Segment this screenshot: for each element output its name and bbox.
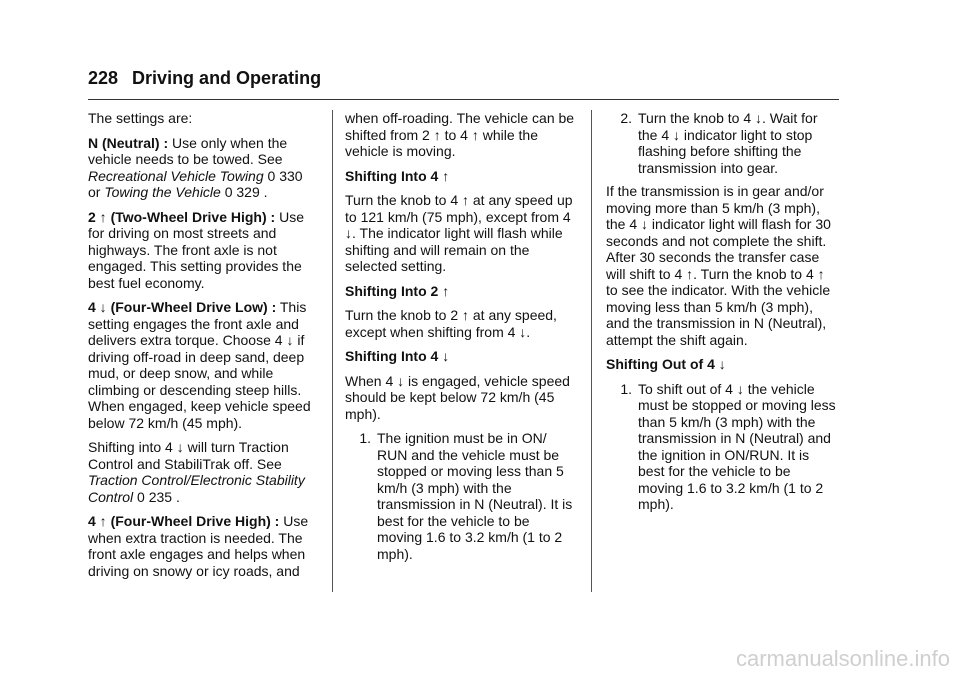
list-item	[606, 110, 838, 176]
list-item	[606, 381, 838, 513]
list-text: The ignition must be in ON/ RUN and the vehicle must be stopped or moving less than 5 km/h (3 mph) with the transmission in N (Neutral). It is best for the vehicle to be moving 1.6 to 3.2 km/h (1 to 2 mph).	[377, 430, 573, 562]
list-item	[345, 430, 577, 562]
subheading: Shifting Into 4 ↑	[345, 167, 450, 184]
paragraph: Turn the knob to 2 ↑ at any speed, except when shifting from 4 ↓.	[345, 307, 557, 340]
column-divider	[332, 110, 333, 592]
list-number: 2.	[620, 110, 632, 126]
column-2	[345, 110, 577, 569]
paragraph: The settings are:	[88, 110, 193, 126]
setting-label: 2 ↑ (Two-Wheel Drive High) :	[88, 208, 276, 225]
header-rule	[88, 99, 839, 100]
cross-reference-link[interactable]: Recreational Vehicle Towing	[88, 167, 264, 184]
setting-label: 4 ↓ (Four-Wheel Drive Low) :	[88, 299, 277, 315]
list-number: 1.	[359, 430, 371, 446]
paragraph: If the transmission is in gear and/or moving more than 5 km/h (3 mph), the 4 ↓ indicator light will flash for 30 seconds and not complete the shift. After 30 seconds the transfer case will shift to 4 ↑. Turn the knob to 4 ↑ to see the indicator. With the vehicle moving less than 5 km/h (3 mph), and the transmission in N (Neutral), attempt the shift again.	[606, 183, 831, 348]
subheading: Shifting Into 4 ↓	[345, 348, 450, 364]
paragraph: N (Neutral) : Use only when the vehicle needs to be towed. See Recreational Vehicle Towing 0 330 or Towing the Vehicle 0 329 .	[88, 134, 303, 200]
cross-reference-link[interactable]: Towing the Vehicle	[104, 184, 221, 200]
paragraph: 4 ↑ (Four-Wheel Drive High) : Use when extra traction is needed. The front axle engages and helps when driving on snowy or icy roads, and	[88, 513, 309, 579]
paragraph: Turn the knob to 4 ↑ at any speed up to 121 km/h (75 mph), except from 4 ↓. The indicator light will flash while shifting and will remain on the selected setting.	[345, 192, 573, 274]
cross-reference-link[interactable]: Traction Control/Electronic Stability Control	[88, 472, 305, 505]
page-header	[88, 68, 839, 89]
paragraph: Shifting into 4 ↓ will turn Traction Control and StabiliTrak off. See Traction Control/Electronic Stability Control 0 235 .	[88, 439, 305, 505]
page-number: 228	[88, 68, 119, 88]
setting-label: N (Neutral) :	[88, 134, 169, 151]
list-text: To shift out of 4 ↓ the vehicle must be stopped or moving less than 5 km/h (3 mph) with the transmission in N (Neutral) and the ignition in ON/RUN. It is best for the vehicle to be moving 1.6 to 3.2 km/h (1 to 2 mph).	[638, 380, 836, 512]
paragraph: 4 ↓ (Four-Wheel Drive Low) : This setting engages the front axle and delivers extra torque. Choose 4 ↓ if driving off-road in deep sand, deep mud, or deep snow, and while climbing or descending steep hills. When engaged, keep vehicle speed below 72 km/h (45 mph).	[88, 299, 311, 431]
watermark: carmanualsonline.info	[735, 646, 950, 671]
column-1	[88, 110, 320, 587]
paragraph: when off-roading. The vehicle can be shifted from 2 ↑ to 4 ↑ while the vehicle is moving.	[345, 110, 575, 159]
subheading: Shifting Out of 4 ↓	[606, 356, 726, 372]
setting-label: 4 ↑ (Four-Wheel Drive High) :	[88, 513, 280, 529]
list-text: Turn the knob to 4 ↓. Wait for the 4 ↓ indicator light to stop flashing before shifting the transmission into gear.	[638, 110, 818, 176]
paragraph: When 4 ↓ is engaged, vehicle speed should be kept below 72 km/h (45 mph).	[345, 372, 570, 422]
list-number: 1.	[620, 380, 632, 397]
section-title: Driving and Operating	[132, 68, 322, 88]
column-divider	[591, 110, 592, 592]
column-3	[606, 110, 838, 520]
subheading: Shifting Into 2 ↑	[345, 282, 450, 299]
paragraph: 2 ↑ (Two-Wheel Drive High) : Use for driving on most streets and highways. The front axle is not engaged. This setting provides the best fuel economy.	[88, 208, 304, 291]
